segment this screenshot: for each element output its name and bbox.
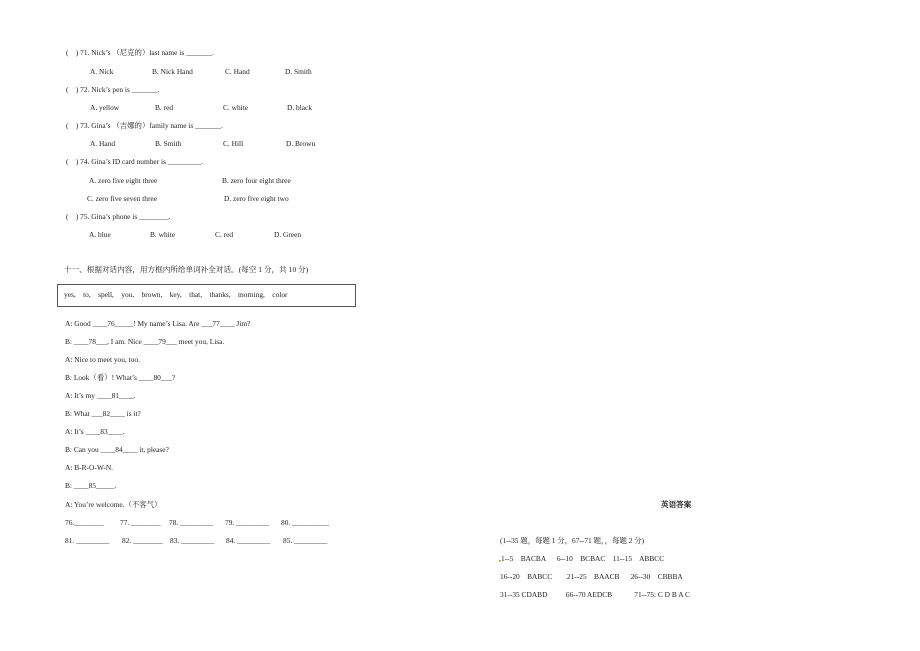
option: B. zero four eight three xyxy=(222,176,291,185)
option: D. Smith xyxy=(285,67,312,76)
answer-blank: 79. _________ xyxy=(225,518,270,527)
section-title: 十一、根据对话内容，用方框内所给单词补全对话。(每空 1 分，共 10 分) xyxy=(64,265,309,274)
answer-blank: 76.________ xyxy=(65,518,104,527)
option: A. zero five eight three xyxy=(89,176,158,185)
answer-blank: 78. _________ xyxy=(169,518,214,527)
answer-blank: 77. ________ xyxy=(120,518,161,527)
dialogue-line: B: Look（看）! What’s ____80___? xyxy=(65,373,176,382)
dialogue-line: A: It’s my ____81____. xyxy=(65,391,136,400)
answer-key-row: 16--20 BABCC 21--25 BAACB 26--30 CBBBA xyxy=(500,572,683,581)
question-stem: ( ) 71. Nick’s （尼克的）last name is _______. xyxy=(66,48,214,57)
option: B. Smith xyxy=(155,139,182,148)
option: A. yellow xyxy=(90,103,120,112)
word-box-text: yes, to, spell, you, brown, key, that, thanks, morning, color xyxy=(64,290,288,299)
answer-key-scoring: (1--35 题，每题 1 分，67--71 题，，每题 2 分) xyxy=(500,536,645,545)
answer-blank: 81. _________ xyxy=(65,536,110,545)
question-stem: ( ) 74. Gina’s ID card number is _________. xyxy=(66,157,203,166)
word-box xyxy=(57,284,356,307)
answer-key-row: 31--35 CDABD 66--70 AEDCB 71--75: C D B A C xyxy=(500,590,690,599)
question-stem: ( ) 75. Gina’s phone is ________. xyxy=(66,212,171,221)
option: C. white xyxy=(223,103,249,112)
option: A. blue xyxy=(89,230,111,239)
option: B. red xyxy=(155,103,174,112)
option: D. Green xyxy=(274,230,302,239)
answer-key-title: 英语答案 xyxy=(661,500,692,509)
question-stem: ( ) 72. Nick’s pen is _______. xyxy=(66,85,160,94)
dialogue-line: B: Can you ____84____ it, please? xyxy=(65,445,169,454)
dialogue-line: A: Good ____76_____! My name’s Lisa. Are ___77____ Jim? xyxy=(65,319,251,328)
dialogue-line: A: It’s ____83____. xyxy=(65,427,125,436)
answer-key-row: 1--5 BACBA 6--10 BCBAC 11--15 ABBCC xyxy=(501,554,665,563)
dialogue-line: A: B-R-O-W-N. xyxy=(65,463,114,472)
option: A. Nick xyxy=(90,67,114,76)
option: D. black xyxy=(287,103,313,112)
answer-blank: 84. _________ xyxy=(226,536,271,545)
dialogue-line: A: You’re welcome.（不客气） xyxy=(65,500,162,509)
option: B. Nick Hand xyxy=(152,67,193,76)
option: C. zero five seven three xyxy=(87,194,157,203)
dialogue-line: B: What ___82____ is it? xyxy=(65,409,141,418)
option: D. Brown xyxy=(286,139,316,148)
option: C. Hand xyxy=(225,67,250,76)
option: A. Hand xyxy=(90,139,116,148)
option: C. red xyxy=(215,230,234,239)
dialogue-line: B: ____78___, I am. Nice ____79___ meet you, Lisa. xyxy=(65,337,225,346)
answer-blank: 85. _________ xyxy=(283,536,328,545)
question-stem: ( ) 73. Gina’s （吉娜的）family name is _______. xyxy=(66,121,223,130)
option: B. white xyxy=(150,230,176,239)
dialogue-line: B: ____85_____. xyxy=(65,481,117,490)
answer-blank: 80. __________ xyxy=(281,518,330,527)
option: D. zero five eight two xyxy=(224,194,289,203)
answer-blank: 83. _________ xyxy=(170,536,215,545)
option: C. Hill xyxy=(223,139,244,148)
dialogue-line: A: Nice to meet you, too. xyxy=(65,355,140,364)
answer-blank: 82. ________ xyxy=(122,536,163,545)
